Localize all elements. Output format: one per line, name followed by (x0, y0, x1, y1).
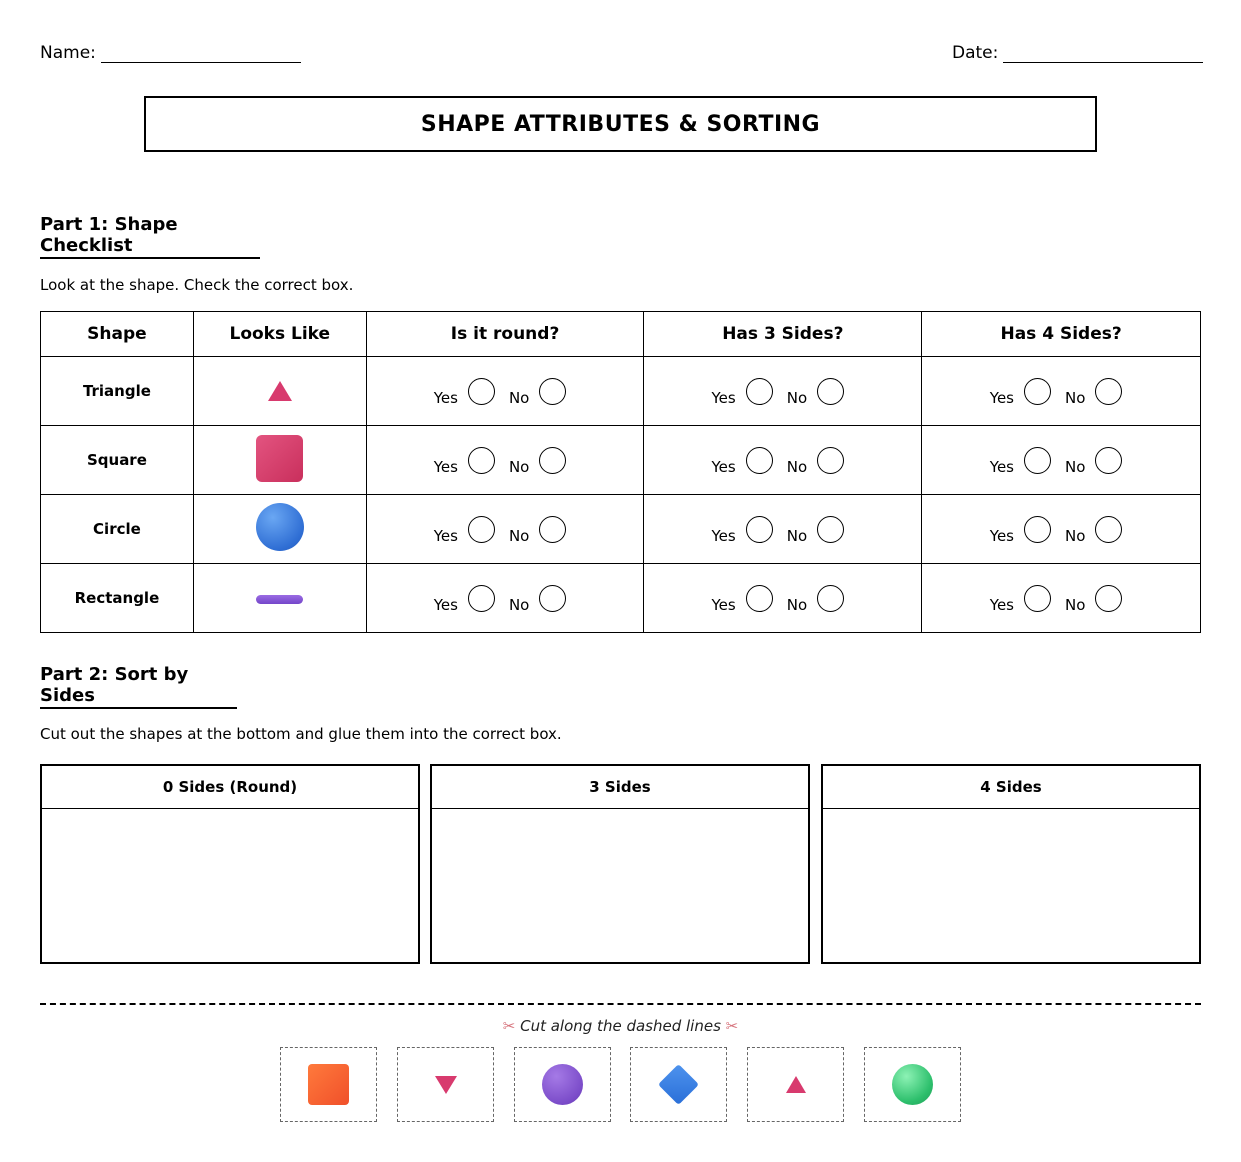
part2-heading: Part 2: Sort by Sides (40, 664, 237, 709)
yes-label: Yes (711, 527, 736, 545)
no-radio[interactable] (539, 447, 566, 474)
no-radio[interactable] (817, 516, 844, 543)
pink-triangle-icon (268, 381, 292, 401)
looks-like-cell (193, 564, 366, 633)
pink-square-icon (256, 435, 303, 482)
yes-radio[interactable] (468, 516, 495, 543)
column-header: Has 3 Sides? (644, 312, 922, 357)
scissors-icon: ✂ (502, 1017, 516, 1035)
no-label: No (786, 596, 808, 614)
no-label: No (508, 389, 530, 407)
answer-cell (922, 426, 1201, 495)
no-radio[interactable] (539, 516, 566, 543)
sort-box-header: 3 Sides (432, 766, 808, 809)
no-radio[interactable] (1095, 516, 1122, 543)
answer-cell (922, 564, 1201, 633)
part2-instructions: Cut out the shapes at the bottom and glue them into the correct box. (40, 725, 562, 743)
yes-radio[interactable] (1024, 516, 1051, 543)
part1-instructions: Look at the shape. Check the correct box. (40, 276, 354, 294)
no-radio[interactable] (539, 585, 566, 612)
yes-radio[interactable] (746, 378, 773, 405)
pink-triangle-icon (786, 1076, 806, 1093)
cut-instruction (0, 1017, 1241, 1035)
yes-label: Yes (711, 458, 736, 476)
column-header: Looks Like (193, 312, 366, 357)
date-blank (1003, 45, 1203, 63)
no-radio[interactable] (1095, 378, 1122, 405)
yes-radio[interactable] (746, 447, 773, 474)
yes-label: Yes (711, 389, 736, 407)
no-label: No (1065, 389, 1086, 407)
yes-label: Yes (711, 596, 736, 614)
looks-like-cell (193, 357, 366, 426)
date-label: Date: (952, 43, 999, 63)
table-row (41, 564, 1201, 633)
no-radio[interactable] (817, 378, 844, 405)
column-header: Is it round? (366, 312, 644, 357)
table-row (41, 426, 1201, 495)
no-label: No (786, 389, 808, 407)
blue-diamond-icon (658, 1064, 699, 1105)
no-label: No (508, 596, 530, 614)
looks-like-cell (193, 495, 366, 564)
yes-label: Yes (433, 458, 458, 476)
yes-radio[interactable] (468, 378, 495, 405)
yes-label: Yes (433, 389, 458, 407)
looks-like-cell (193, 426, 366, 495)
answer-cell (366, 564, 644, 633)
column-header: Has 4 Sides? (922, 312, 1201, 357)
sort-box-4-sides[interactable] (821, 764, 1201, 964)
shape-name: Triangle (41, 357, 194, 426)
answer-cell (644, 426, 922, 495)
yes-radio[interactable] (1024, 378, 1051, 405)
orange-square-icon (308, 1064, 349, 1105)
sort-box-header: 0 Sides (Round) (42, 766, 418, 809)
sort-box-3-sides[interactable] (430, 764, 810, 964)
answer-cell (922, 495, 1201, 564)
table-header-row (41, 312, 1201, 357)
answer-cell (922, 357, 1201, 426)
green-circle-icon (892, 1064, 933, 1105)
no-label: No (1065, 458, 1086, 476)
yes-label: Yes (989, 389, 1014, 407)
yes-radio[interactable] (746, 585, 773, 612)
pink-down-triangle-icon (435, 1076, 457, 1094)
yes-radio[interactable] (1024, 447, 1051, 474)
answer-cell (644, 357, 922, 426)
name-blank (101, 45, 301, 63)
sort-box-0-sides[interactable] (40, 764, 420, 964)
table-row (41, 495, 1201, 564)
no-label: No (786, 458, 808, 476)
sort-box-header: 4 Sides (823, 766, 1199, 809)
scissors-icon: ✂ (725, 1017, 739, 1035)
answer-cell (644, 564, 922, 633)
worksheet-title: SHAPE ATTRIBUTES & SORTING (144, 96, 1097, 152)
cutout-card[interactable] (864, 1047, 961, 1122)
no-radio[interactable] (817, 447, 844, 474)
yes-label: Yes (989, 596, 1014, 614)
no-radio[interactable] (1095, 585, 1122, 612)
shape-checklist-table (40, 311, 1201, 633)
no-label: No (786, 527, 808, 545)
answer-cell (366, 357, 644, 426)
answer-cell (366, 426, 644, 495)
name-field (40, 43, 301, 63)
date-field (952, 43, 1203, 63)
cut-label-text: Cut along the dashed lines (520, 1017, 721, 1035)
yes-radio[interactable] (468, 447, 495, 474)
yes-radio[interactable] (746, 516, 773, 543)
cutout-card[interactable] (280, 1047, 377, 1122)
shape-name: Square (41, 426, 194, 495)
cutout-card[interactable] (747, 1047, 844, 1122)
no-label: No (1065, 596, 1086, 614)
purple-rectangle-icon (256, 595, 303, 604)
no-label: No (1065, 527, 1086, 545)
shape-name: Circle (41, 495, 194, 564)
no-label: No (508, 527, 530, 545)
purple-circle-icon (542, 1064, 583, 1105)
cutout-card[interactable] (630, 1047, 727, 1122)
blue-circle-icon (256, 503, 304, 551)
yes-label: Yes (989, 458, 1014, 476)
yes-label: Yes (989, 527, 1014, 545)
yes-radio[interactable] (1024, 585, 1051, 612)
part1-heading: Part 1: Shape Checklist (40, 214, 260, 259)
shape-name: Rectangle (41, 564, 194, 633)
cut-dashed-line (40, 1003, 1201, 1005)
answer-cell (366, 495, 644, 564)
yes-radio[interactable] (468, 585, 495, 612)
no-radio[interactable] (539, 378, 566, 405)
cutout-card[interactable] (397, 1047, 494, 1122)
no-label: No (508, 458, 530, 476)
cutout-card[interactable] (514, 1047, 611, 1122)
no-radio[interactable] (1095, 447, 1122, 474)
yes-label: Yes (433, 596, 458, 614)
answer-cell (644, 495, 922, 564)
column-header: Shape (41, 312, 194, 357)
no-radio[interactable] (817, 585, 844, 612)
name-label: Name: (40, 43, 96, 63)
yes-label: Yes (433, 527, 458, 545)
table-row (41, 357, 1201, 426)
